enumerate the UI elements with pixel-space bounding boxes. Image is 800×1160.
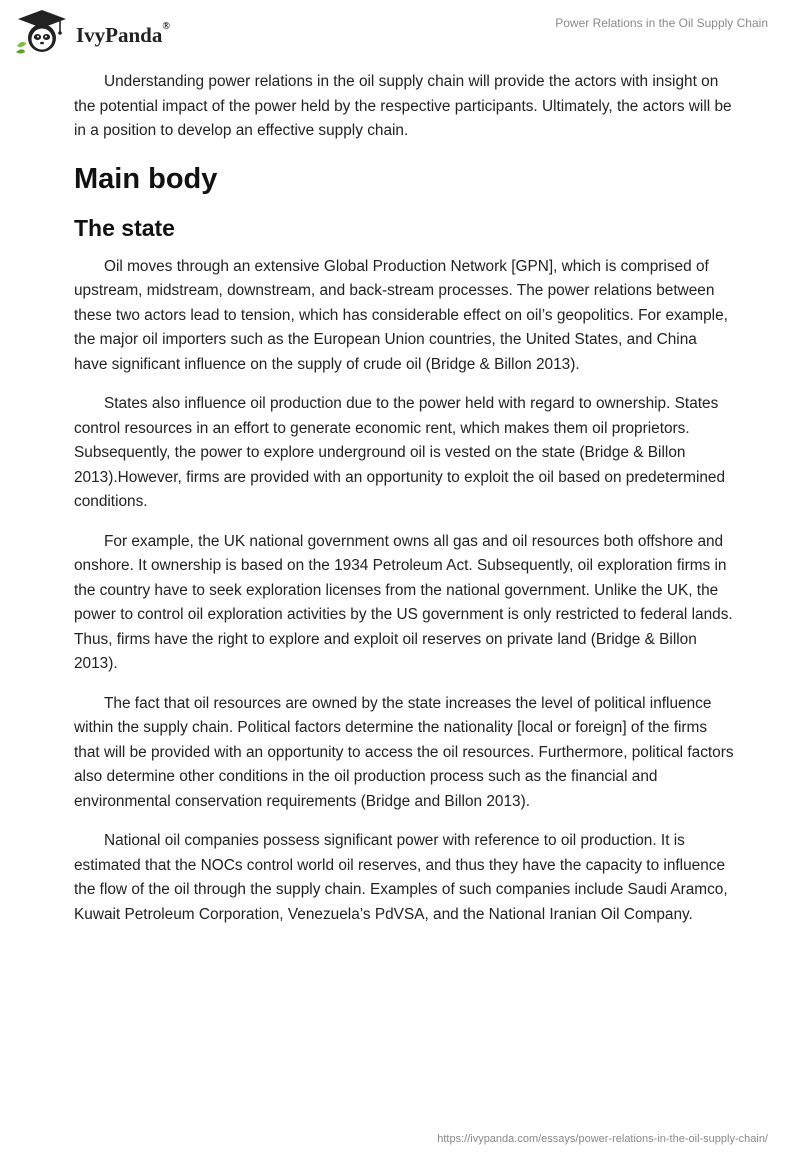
registered-mark: ® [162, 21, 170, 32]
heading-the-state: The state [74, 214, 175, 241]
page-header [0, 0, 800, 70]
intro-paragraph: Understanding power relations in the oil supply chain will provide the actors with insight on the potential impact of the power held by the respective participants. Ultimately, the actors will be in a position to develop an effective supply chain. [74, 73, 732, 139]
logo-wordmark [76, 23, 170, 48]
paragraph-gpn: Oil moves through an extensive Global Production Network [GPN], which is comprised of upstream, midstream, downstream, and back-stream processes. The power relations between these two actors lead to tension, which has considerable effect on oil’s geopolitics. For example, the major oil importers such as the European Union countries, the United States, and China have significant influence on the supply of crude oil (Bridge & Billon 2013). [74, 257, 728, 373]
ivypanda-logo[interactable] [14, 8, 204, 58]
logo-text: IvyPanda [76, 23, 163, 47]
paragraph-ownership: States also influence oil production due to the power held with regard to ownership. States control resources in an effort to generate economic rent, which makes them oil proprietors. Subsequently, the power to explore underground oil is vested on the state (Bridge & Billon 2013).However, firms are provided with an opportunity to exploit the oil based on predetermined conditions. [74, 395, 726, 510]
paragraph-political-influence: The fact that oil resources are owned by the state increases the level of political influence within the supply chain. Political factors determine the nationality [local or foreign] of the firms that will be provided with an opportunity to access the oil resources. Furthermore, political factors also determine other conditions in the oil production process such as the financial and environmental conservation requirements (Bridge and Billon 2013). [74, 694, 734, 810]
source-url-link[interactable]: https://ivypanda.com/essays/power-relations-in-the-oil-supply-chain/ [437, 1133, 768, 1145]
running-title: Power Relations in the Oil Supply Chain [555, 16, 768, 30]
essay-content [74, 70, 734, 942]
panda-graduate-icon [14, 8, 70, 58]
heading-main-body: Main body [74, 162, 218, 195]
paragraph-uk-us: For example, the UK national government owns all gas and oil resources both offshore and onshore. It ownership is based on the 1934 Petroleum Act. Subsequently, oil exploration firms in the country have to seek exploration licenses from the national government. Unlike the UK, the power to control oil exploration activities by the US government is only restricted to federal lands. Thus, firms have the right to explore and exploit oil reserves on private land (Bridge & Billon 2013). [74, 532, 733, 672]
paragraph-noc: National oil companies possess significant power with reference to oil production. It is estimated that the NOCs control world oil reserves, and thus they have the capacity to influence the flow of the oil through the supply chain. Examples of such companies include Saudi Aramco, Kuwait Petroleum Corporation, Venezuela’s PdVSA, and the National Iranian Oil Company. [74, 832, 728, 923]
